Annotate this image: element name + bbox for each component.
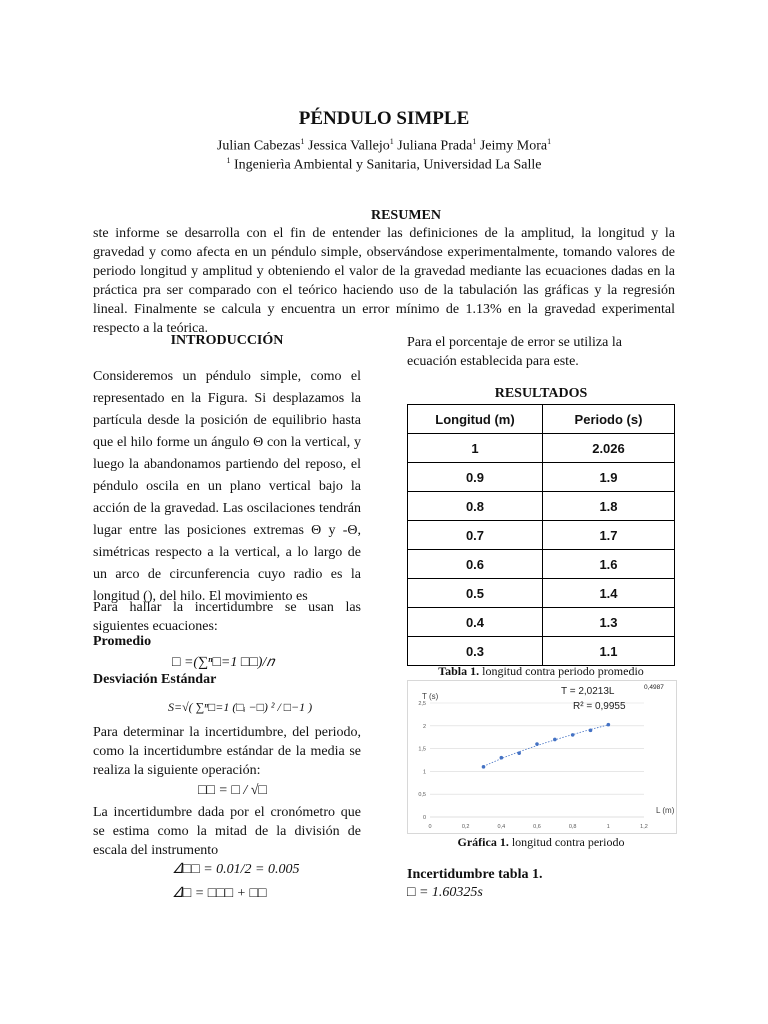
table-cell: 0.3 <box>408 637 543 666</box>
mean-equation: □ =(∑ⁿ□=1 □□)/𝑛 <box>172 655 274 670</box>
period-length-chart <box>407 680 677 834</box>
data-point <box>607 723 611 727</box>
author-name: Juliana Prada <box>397 138 473 154</box>
y-axis-label: T (s) <box>422 692 439 701</box>
x-tick-label: 0,2 <box>461 824 470 830</box>
table-cell: 0.7 <box>408 521 543 550</box>
x-tick-label: 0 <box>428 824 432 830</box>
stddev-label: Desviación Estándar <box>93 672 217 687</box>
table-cell: 2.026 <box>543 434 675 463</box>
trendline-exponent: 0,4987 <box>644 684 664 691</box>
x-tick-label: 0,6 <box>533 824 541 830</box>
delta-equation-1: 𝛥□□ = 0.01/2 = 0.005 <box>173 862 300 877</box>
table-header: Longitud (m) <box>408 405 543 434</box>
stddev-equation: S=√( ∑ⁿ□=1 (□ᵢ −□) ² / □−1 ) <box>168 700 313 714</box>
stopwatch-text: La incertidumbre dada por el cronómetro que se estima como la mitad de la división de escala del instrumento <box>93 805 361 858</box>
table-cell: 1 <box>408 434 543 463</box>
table-row <box>408 608 675 637</box>
table-cell: 0.4 <box>408 608 543 637</box>
uncertainty-intro: Para hallar la incertidumbre se usan las siguientes ecuaciones: <box>93 600 361 634</box>
author-list: Julian Cabezas$^1$ Jessica Vallejo$^1$ Juliana Prada$^1$ Jeimy Mora$^1$ <box>216 137 552 154</box>
table-cell: 0.5 <box>408 579 543 608</box>
data-point <box>535 742 539 746</box>
table-header-row <box>408 405 675 434</box>
table-row <box>408 492 675 521</box>
table-row <box>408 637 675 666</box>
table-cell: 1.3 <box>543 608 675 637</box>
table-row <box>408 463 675 492</box>
data-point <box>589 729 593 733</box>
x-tick-label: 0,4 <box>497 824 506 830</box>
data-point <box>571 733 575 737</box>
author-name: Jeimy Mora <box>479 138 548 154</box>
table-cell: 1.4 <box>543 579 675 608</box>
table-row <box>408 550 675 579</box>
data-point <box>517 751 521 755</box>
table-row <box>408 521 675 550</box>
abstract-heading: RESUMEN <box>370 208 441 223</box>
affiliation: $^1$ Ingenierìa Ambiental y Sanitaria, Universidad La Salle <box>226 156 542 173</box>
data-point <box>553 738 557 742</box>
chart-svg <box>408 681 676 833</box>
table-header: Periodo (s) <box>543 405 675 434</box>
data-point <box>482 765 486 769</box>
table-row <box>408 434 675 463</box>
x-tick-label: 0,8 <box>568 824 577 830</box>
trendline-equation: T = 2,0213L <box>561 686 615 697</box>
y-tick-label: 0,5 <box>418 792 426 799</box>
y-tick-label: 2 <box>422 723 426 730</box>
author-name: Jessica Vallejo <box>308 138 390 154</box>
intro-heading: INTRODUCCIÓN <box>170 333 284 348</box>
intro-text: Consideremos un péndulo simple, como el representado en la Figura. Si desplazamos la partícula desde la posición de equilibrio hasta que el hilo forme un ángulo Θ con la vertical, y luego la abandonamos partiendo del reposo, el péndulo oscila en un plano vertical bajo la acción de la gravedad. Las oscilaciones tendrán lugar entre las posiciones extremas Θ y -Θ, simétricas respecto a la vertical, a lo largo de un arco de circunferencia cuyo radio es la longitud (), del hilo. El movimiento es <box>93 369 361 604</box>
x-axis-label: L (m) <box>656 806 675 815</box>
mean-label: Promedio <box>93 634 152 649</box>
table-caption: Tabla 1. longitud contra periodo promedio <box>438 664 644 678</box>
table-row <box>408 579 675 608</box>
delta-equation-2: 𝛥□ = □□□ + □□ <box>173 886 267 901</box>
results-heading: RESULTADOS <box>494 386 588 401</box>
r-squared-label: R² = 0,9955 <box>573 701 626 712</box>
error-text: Para el porcentaje de error se utiliza la ecuación establecida para este. <box>407 335 622 369</box>
x-tick-label: 1,2 <box>640 824 648 830</box>
abstract-text: ste informe se desarrolla con el fin de entender las definiciones de la amplitud, la longitud y la gravedad y como afecta en un péndulo simple, observándose experimentalmente, tomando valores de periodo longitud y amplitud y obteniendo el valor de la gravedad mediante las ecuaciones dadas en la práctica pra ser comparado con el teórico haciendo uso de la tabulación las gráficas y la regresión lineal. Finalmente se calcula y encuentra un error mínimo de 1.13% en la gravedad experimental respecto a la teórica. <box>93 226 675 336</box>
author-name: Julian Cabezas <box>216 138 301 154</box>
table-cell: 1.7 <box>543 521 675 550</box>
uncertainty-table-heading: Incertidumbre tabla 1. <box>407 867 543 882</box>
table-cell: 1.9 <box>543 463 675 492</box>
x-tick-label: 1 <box>606 824 610 830</box>
y-tick-label: 2,5 <box>418 701 426 707</box>
paper-title: PÉNDULO SIMPLE <box>298 108 470 129</box>
table-cell: 0.9 <box>408 463 543 492</box>
std-error-equation: □□ = □ / √□ <box>198 783 267 798</box>
y-tick-label: 1 <box>422 769 426 776</box>
std-error-text: Para determinar la incertidumbre, del periodo, como la incertidumbre estándar de la media se realiza la siguiente operación: <box>93 725 361 778</box>
y-tick-label: 0 <box>422 815 426 821</box>
chart-caption: Gráfica 1. longitud contra periodo <box>457 835 625 849</box>
table-cell: 0.6 <box>408 550 543 579</box>
uncertainty-value: □ = 1.60325s <box>407 885 483 900</box>
y-tick-label: 1,5 <box>418 746 426 753</box>
table-cell: 1.1 <box>543 637 675 666</box>
table-cell: 1.6 <box>543 550 675 579</box>
table-cell: 1.8 <box>543 492 675 521</box>
data-point <box>500 756 504 760</box>
results-table <box>407 404 675 666</box>
table-cell: 0.8 <box>408 492 543 521</box>
